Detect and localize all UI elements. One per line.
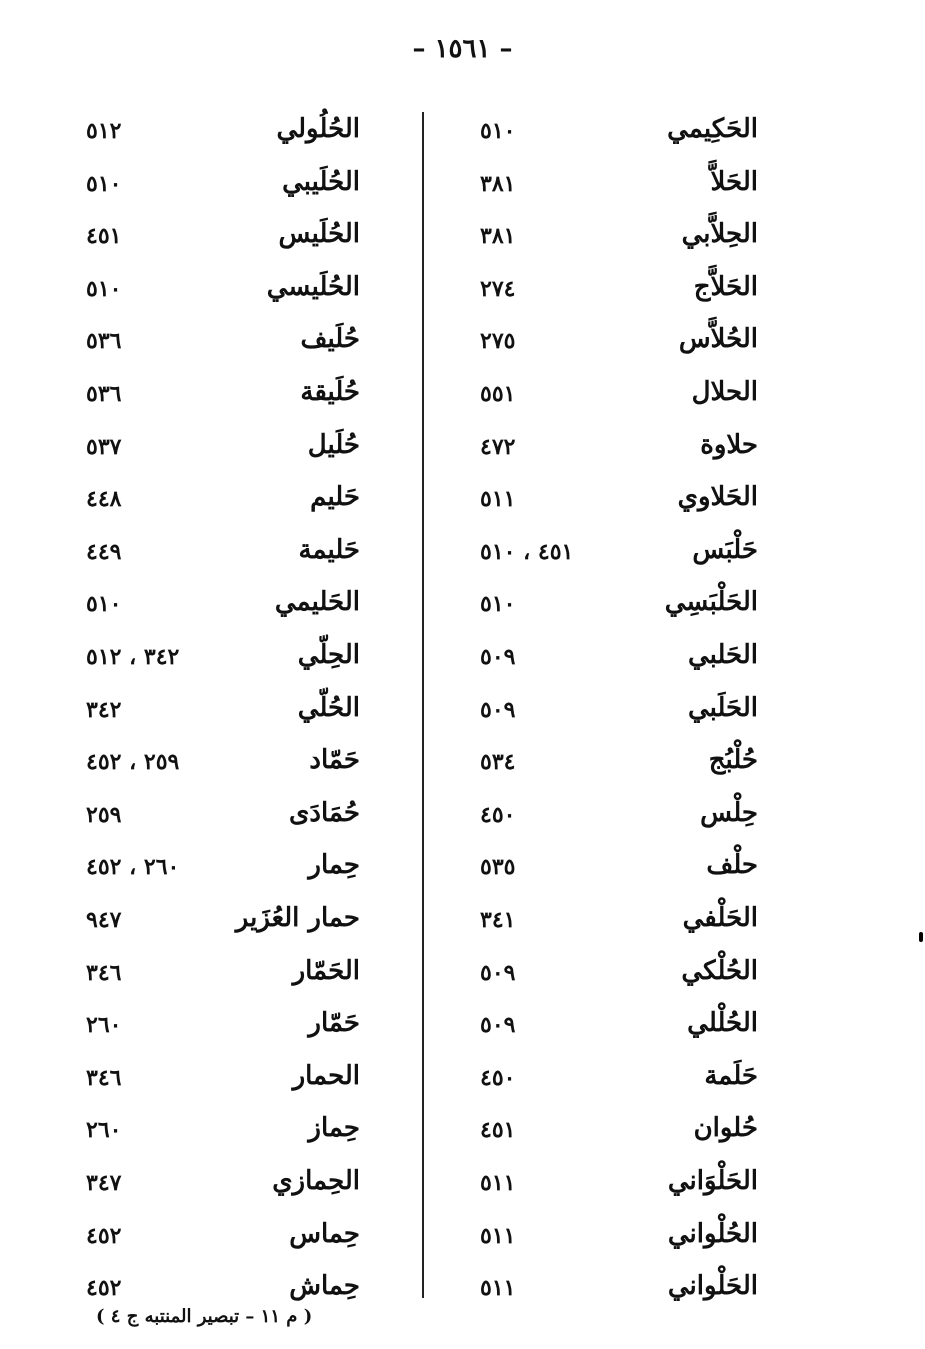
- entry-pages: ٤٥١: [480, 1117, 516, 1144]
- entry-name: الحَلْوَاني: [667, 1166, 758, 1196]
- entry-pages: ٢٧٥: [480, 328, 516, 355]
- index-entry: [70, 1166, 390, 1218]
- entry-pages: ٥٣٤: [480, 749, 516, 776]
- entry-pages: ٤٤٩: [86, 538, 122, 565]
- entry-name: الحمار: [292, 1060, 360, 1091]
- entry-pages: ٥١٠: [86, 170, 122, 197]
- entry-name: حلاوة: [700, 429, 758, 460]
- entry-pages: ٥٣٦: [86, 381, 122, 407]
- entry-name: الحُلْلي: [687, 1008, 758, 1039]
- entry-name: حَلَمة: [704, 1060, 758, 1091]
- index-entry: [70, 1008, 390, 1060]
- entry-name: حَلْبَس: [692, 534, 758, 565]
- entry-name: الحُلَيبي: [282, 166, 360, 197]
- entry-pages: ٢٥٩: [86, 801, 122, 828]
- entry-pages: ٣٤٢ ، ٥١٢: [86, 644, 180, 670]
- entry-name: الحَلَبي: [687, 692, 758, 723]
- index-entry: [460, 219, 780, 271]
- index-entry: [70, 324, 390, 376]
- entry-pages: ٥١١: [480, 1275, 516, 1302]
- entry-name: الحلال: [691, 377, 758, 407]
- entry-name: حِماز: [308, 1113, 360, 1144]
- entry-name: حَليمة: [298, 534, 360, 565]
- entry-pages: ٥٣٧: [86, 433, 122, 460]
- entry-pages: ٢٦٠: [86, 1117, 122, 1144]
- index-entry: [460, 956, 780, 1008]
- index-entry: [460, 1166, 780, 1218]
- index-entry: [70, 167, 390, 219]
- index-entry: [70, 745, 390, 797]
- entry-name: الحَمّار: [292, 955, 360, 986]
- index-entry: [460, 114, 780, 166]
- index-entry: [70, 640, 390, 692]
- entry-pages: ٣٤٦: [86, 959, 122, 986]
- entry-name: الحُلَيس: [278, 219, 360, 250]
- entry-pages: ٢٥٩ ، ٤٥٢: [86, 749, 180, 776]
- entry-name: الحُلَيسي: [266, 271, 360, 302]
- index-entry: [460, 1061, 780, 1113]
- index-entry: [460, 903, 780, 955]
- entry-name: الحِمازي: [272, 1166, 360, 1196]
- index-entry: [460, 167, 780, 219]
- entry-pages: ٥١١: [480, 1222, 516, 1249]
- page-number: – ١٥٦١ –: [412, 34, 513, 64]
- index-entry: [70, 798, 390, 850]
- entry-pages: ٥١٠: [86, 591, 122, 618]
- entry-pages: ٩٤٧: [86, 907, 122, 933]
- entry-name: حُلْبُج: [708, 745, 758, 776]
- entry-name: الحَلْبَسِي: [664, 587, 758, 618]
- column-divider: [422, 112, 424, 1298]
- entry-pages: ٥٠٩: [480, 644, 516, 670]
- entry-pages: ٤٥٢: [86, 1275, 122, 1302]
- entry-pages: ٤٥٢: [86, 1222, 122, 1249]
- index-entry: [460, 324, 780, 376]
- entry-name: الحُلاَّس: [678, 324, 758, 355]
- index-entry: [460, 1113, 780, 1165]
- index-entry: [460, 693, 780, 745]
- index-entry: [460, 745, 780, 797]
- index-entry: [70, 430, 390, 482]
- entry-name: حَليم: [310, 482, 360, 513]
- index-entry: [70, 956, 390, 1008]
- entry-pages: ٣٤٧: [86, 1170, 122, 1196]
- index-entry: [70, 219, 390, 271]
- entry-name: الحِلاَّبي: [681, 219, 758, 250]
- entry-pages: ٥٠٩: [480, 959, 516, 986]
- left-index-column: [70, 100, 390, 1300]
- index-entry: [460, 1271, 780, 1323]
- index-entry: [460, 1008, 780, 1060]
- entry-name: حِمار: [308, 850, 360, 881]
- entry-name: حُلوان: [693, 1113, 758, 1144]
- index-entry: [460, 535, 780, 587]
- entry-name: الحُلُولي: [276, 114, 360, 144]
- entry-pages: ٤٥٠: [480, 801, 516, 828]
- index-entry: [460, 850, 780, 902]
- entry-name: حِلْس: [700, 797, 758, 828]
- scan-speck: [919, 932, 923, 942]
- entry-pages: ٥٣٦: [86, 328, 122, 355]
- index-entry: [70, 535, 390, 587]
- index-entry: [70, 587, 390, 639]
- index-entry: [70, 482, 390, 534]
- entry-name: الحَلاَّج: [693, 271, 758, 302]
- index-entry: [460, 482, 780, 534]
- index-entry: [70, 1113, 390, 1165]
- entry-name: حَمّار: [308, 1008, 360, 1039]
- entry-name: حُلَيل: [307, 429, 360, 460]
- index-entry: [460, 798, 780, 850]
- index-entry: [460, 1219, 780, 1271]
- entry-name: الحُلْواني: [667, 1218, 758, 1249]
- entry-pages: ٥٠٩: [480, 696, 516, 723]
- index-entry: [70, 1219, 390, 1271]
- entry-name: الحُلّي: [297, 692, 360, 723]
- entry-name: الحَلاَّ: [710, 166, 758, 197]
- entry-pages: ٥٣٥: [480, 854, 516, 881]
- entry-pages: ٢٧٤: [480, 275, 516, 302]
- index-entry: [460, 377, 780, 429]
- entry-pages: ٤٤٨: [86, 486, 122, 513]
- entry-name: حِماس: [289, 1218, 360, 1249]
- entry-name: حُلَيف: [300, 324, 360, 355]
- entry-name: الحُلْكي: [681, 955, 758, 986]
- entry-name: حُلَيقة: [300, 377, 360, 407]
- entry-pages: ٥١٠: [480, 591, 516, 618]
- entry-name: حلْف: [706, 850, 758, 881]
- entry-name: الحَلْواني: [667, 1271, 758, 1302]
- entry-pages: ٣٨١: [480, 170, 516, 197]
- entry-pages: ٢٦٠ ، ٤٥٢: [86, 854, 180, 881]
- entry-pages: ٤٥٠: [480, 1064, 516, 1091]
- entry-pages: ٣٤٢: [86, 696, 122, 723]
- entry-name: الحَلبي: [687, 640, 758, 670]
- index-entry: [70, 903, 390, 955]
- index-entry: [70, 693, 390, 745]
- entry-pages: ٤٧٢: [480, 433, 516, 460]
- footnote: ( م ١١ – تبصير المنتبه ج ٤ ): [96, 1306, 313, 1327]
- index-entry: [460, 640, 780, 692]
- index-entry: [70, 1061, 390, 1113]
- entry-pages: ٥١٢: [86, 118, 122, 144]
- entry-pages: ٥١١: [480, 486, 516, 513]
- entry-name: حمار العُزَير: [235, 903, 360, 933]
- entry-pages: ٥١٠: [480, 118, 516, 144]
- entry-name: الحِلّي: [297, 640, 360, 670]
- entry-name: الحَليمي: [274, 587, 360, 618]
- entry-name: حُمَادَى: [289, 797, 360, 828]
- entry-pages: ٣٤٦: [86, 1064, 122, 1091]
- entry-name: الحَلْفي: [682, 903, 758, 933]
- entry-pages: ٢٦٠: [86, 1012, 122, 1039]
- entry-pages: ٥٠٩: [480, 1012, 516, 1039]
- index-entry: [460, 430, 780, 482]
- index-entry: [70, 377, 390, 429]
- entry-name: الحَلاوي: [677, 482, 758, 513]
- index-entry: [460, 272, 780, 324]
- index-entry: [70, 850, 390, 902]
- entry-pages: ٤٥١: [86, 223, 122, 250]
- entry-pages: ٥١١: [480, 1170, 516, 1196]
- entry-name: حَمّاد: [309, 745, 360, 776]
- right-index-column: [460, 100, 780, 1300]
- index-entry: [70, 272, 390, 324]
- entry-pages: ٥١٠: [86, 275, 122, 302]
- entry-name: حِماش: [289, 1271, 360, 1302]
- entry-name: الحَكِيمي: [667, 114, 758, 144]
- index-entry: [70, 114, 390, 166]
- index-entry: [460, 587, 780, 639]
- entry-pages: ٣٤١: [480, 907, 516, 933]
- entry-pages: ٥٥١: [480, 381, 516, 407]
- entry-pages: ٣٨١: [480, 223, 516, 250]
- entry-pages: ٤٥١ ، ٥١٠: [480, 538, 574, 565]
